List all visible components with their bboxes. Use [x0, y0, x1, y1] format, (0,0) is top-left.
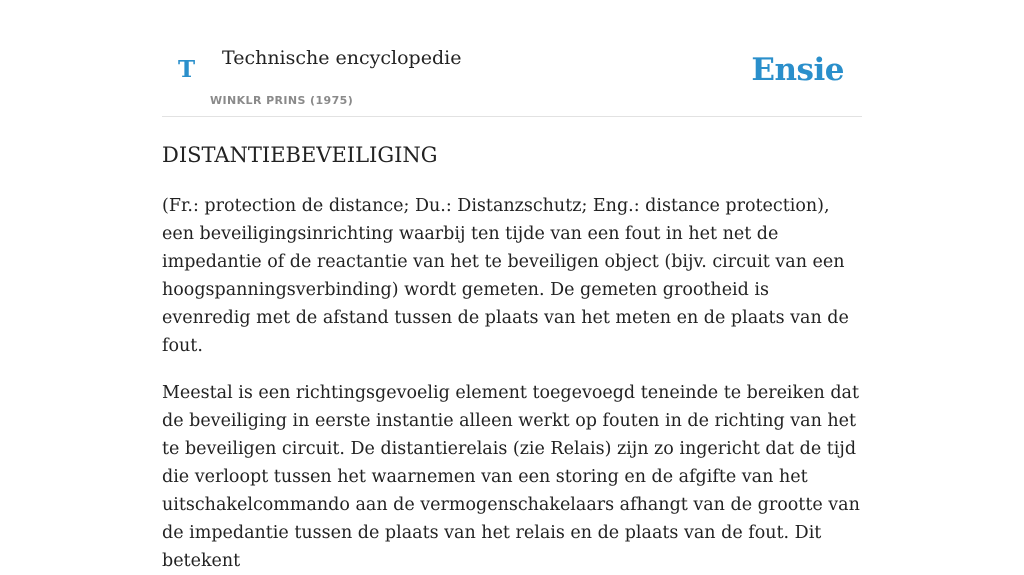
header	[162, 0, 862, 117]
work-title-link[interactable]: Technische encyclopedie	[222, 47, 462, 69]
article-paragraph: (Fr.: protection de distance; Du.: Distanzschutz; Eng.: distance protection), een beveiligingsinrichting waarbij ten tijde van een fout in het net de impedantie of de reactantie van het te beveiligen object (bijv. circuit van een hoogspanningsverbinding) wordt gemeten. De gemeten grootheid is evenredig met de afstand tussen de plaats van het meten en de plaats van de fout.	[162, 196, 849, 356]
article-paragraph: Meestal is een richtingsgevoelig element toegevoegd teneinde te bereiken dat de beveiliging in eerste instantie alleen werkt op fouten in de richting van het te beveiligen circuit. De distantierelais (zie Relais) zijn zo ingericht dat de tijd die verloopt tussen het waarnemen van een storing en de afgifte van het uitschakelcommando aan de vermogenschakelaars afhangt van de grootte van de impedantie tussen de plaats van het relais en de plaats van de fout. Dit betekent	[162, 383, 860, 571]
work-source-label: WINKLR PRINS (1975)	[210, 94, 354, 107]
article	[162, 138, 862, 575]
work-logo-icon[interactable]: T	[178, 56, 196, 83]
brand-logo-link[interactable]: Ensie	[751, 52, 844, 88]
article-title: DISTANTIEBEVEILIGING	[162, 143, 438, 167]
